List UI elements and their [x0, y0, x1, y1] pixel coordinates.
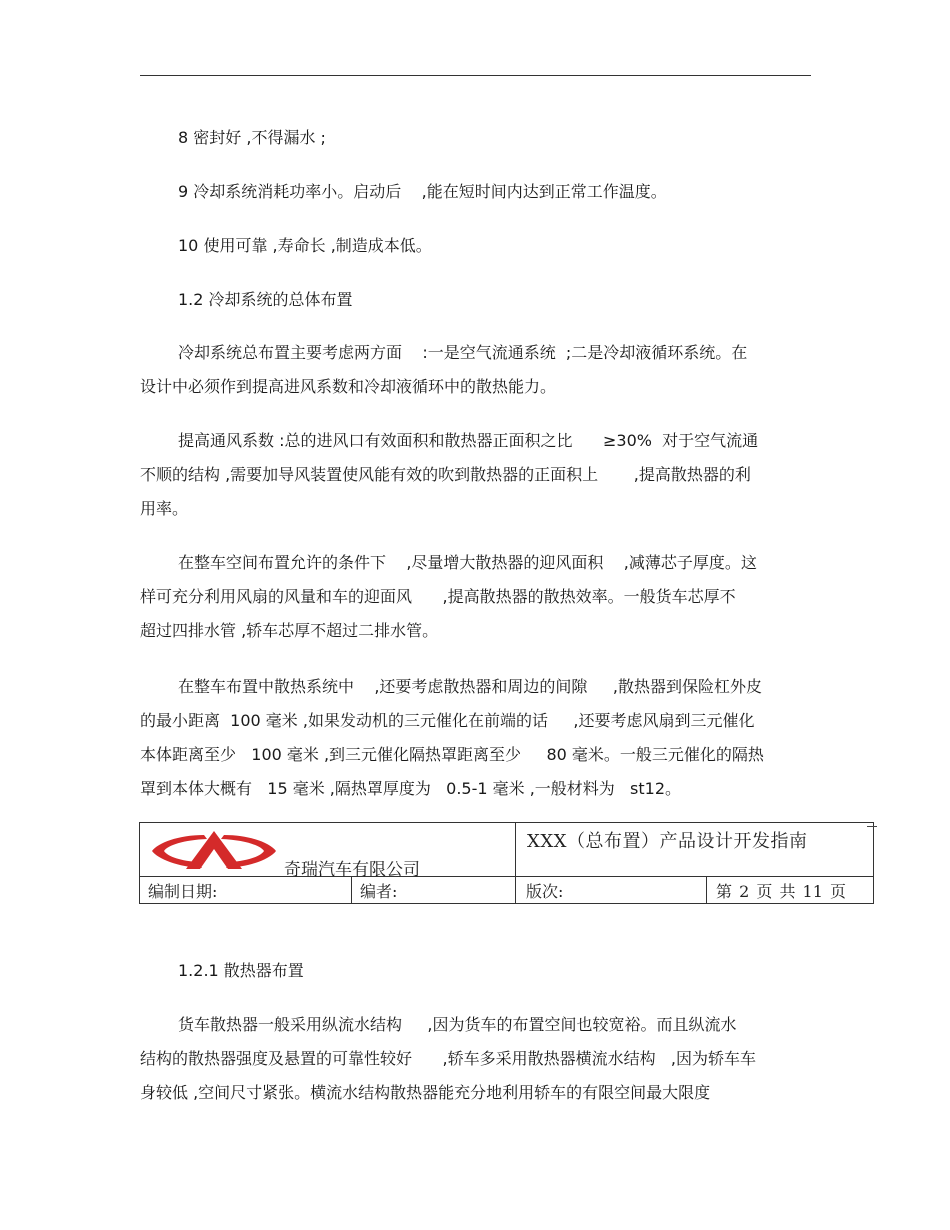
paragraph-item-9: 9 冷却系统消耗功率小。启动后 ,能在短时间内达到正常工作温度。: [178, 182, 667, 201]
compile-date-label: 编制日期:: [148, 882, 218, 901]
text-line: 货车散热器一般采用纵流水结构 ,因为货车的布置空间也较宽裕。而且纵流水: [178, 1015, 737, 1034]
text-line: 超过四排水管 ,轿车芯厚不超过二排水管。: [140, 621, 439, 640]
page-number: 第 2 页 共 11 页: [716, 882, 846, 901]
text-line: 在整车布置中散热系统中 ,还要考虑散热器和周边的间隙 ,散热器到保险杠外皮: [178, 677, 762, 696]
header-rule: [140, 75, 811, 76]
text-line: 的最小距离 100 毫米 ,如果发动机的三元催化在前端的话 ,还要考虑风扇到三元催化: [140, 711, 755, 730]
version-label: 版次:: [526, 882, 564, 901]
table-rule: [515, 823, 516, 903]
table-rule: [140, 876, 873, 877]
paragraph-item-8: 8 密封好 ,不得漏水 ;: [178, 128, 326, 147]
text-line: 设计中必须作到提高进风系数和冷却液循环中的散热能力。: [140, 377, 557, 396]
text-line: 身较低 ,空间尺寸紧张。横流水结构散热器能充分地利用轿车的有限空间最大限度: [140, 1083, 711, 1102]
document-header-table: [139, 822, 874, 904]
text-line: 在整车空间布置允许的条件下 ,尽量增大散热器的迎风面积 ,减薄芯子厚度。这: [178, 553, 757, 572]
author-label: 编者:: [360, 882, 398, 901]
text-line: 提高通风系数 :总的进风口有效面积和散热器正面积之比 ≥30% 对于空气流通: [178, 431, 759, 450]
text-line: 罩到本体大概有 15 毫米 ,隔热罩厚度为 0.5-1 毫米 ,一般材料为 st12。: [140, 779, 682, 798]
text-line: 用率。: [140, 499, 189, 518]
chery-logo-icon: [148, 829, 284, 873]
company-name: 奇瑞汽车有限公司: [284, 860, 420, 880]
text-line: 样可充分利用风扇的风量和车的迎面风 ,提高散热器的散热效率。一般货车芯厚不: [140, 587, 736, 606]
paragraph-item-10: 10 使用可靠 ,寿命长 ,制造成本低。: [178, 236, 432, 255]
text-line: 本体距离至少 100 毫米 ,到三元催化隔热罩距离至少 80 毫米。一般三元催化的隔热: [140, 745, 764, 764]
document-title: XXX（总布置）产品设计开发指南: [527, 831, 808, 852]
table-rule: [706, 876, 707, 903]
section-heading-1-2: 1.2 冷却系统的总体布置: [178, 290, 353, 309]
text-line: 结构的散热器强度及悬置的可靠性较好 ,轿车多采用散热器横流水结构 ,因为轿车车: [140, 1049, 756, 1068]
table-rule: [351, 876, 352, 903]
text-line: 不顺的结构 ,需要加导风装置使风能有效的吹到散热器的正面积上 ,提高散热器的利: [140, 465, 751, 484]
table-rule: [867, 826, 877, 827]
section-heading-1-2-1: 1.2.1 散热器布置: [178, 961, 304, 980]
text-line: 冷却系统总布置主要考虑两方面 :一是空气流通系统 ;二是冷却液循环系统。在: [178, 343, 748, 362]
